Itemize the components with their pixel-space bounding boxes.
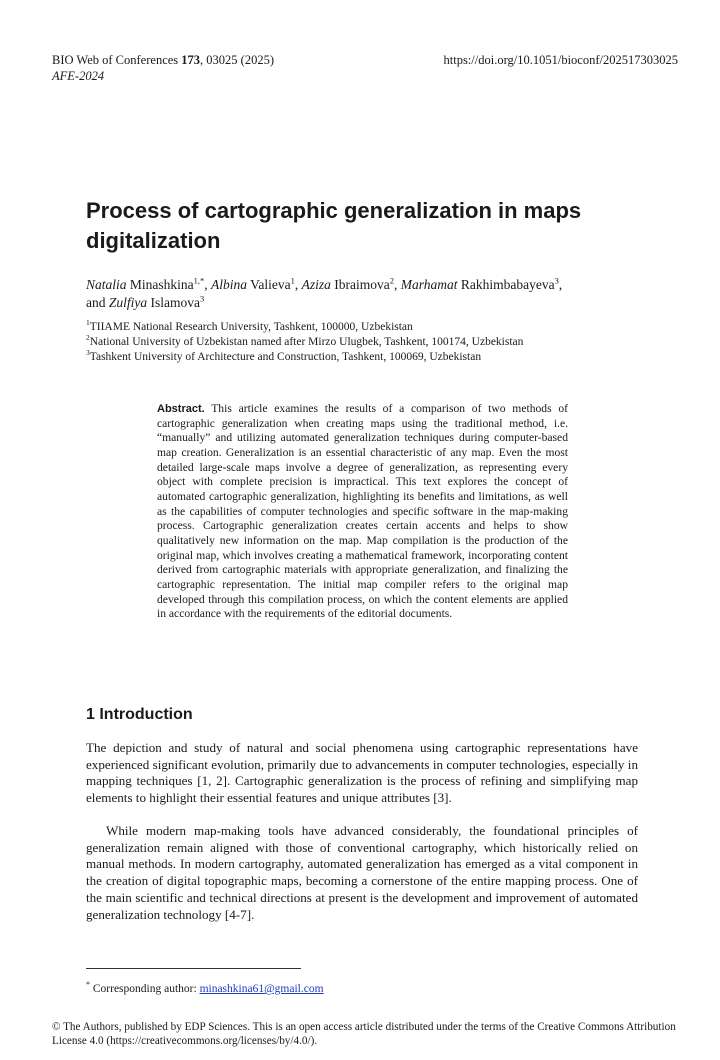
affiliation: $^2$National University of Uzbekistan named after Mirzo Ulugbek, Tashkent, 100174, Uzbekistan xyxy=(86,333,524,348)
author: Marhamat Rakhimbabayeva$^3$, xyxy=(400,275,563,292)
running-header-left xyxy=(52,52,274,84)
conference-name: AFE-2024 xyxy=(52,69,105,83)
author: Natalia Minashkina$^{1,*}$, xyxy=(86,275,212,292)
affiliations xyxy=(86,320,646,365)
footnote-mark: * xyxy=(86,980,90,989)
abstract xyxy=(157,402,568,622)
author: Aziza Ibraimova$^2$, xyxy=(301,275,401,292)
author-list xyxy=(86,276,646,312)
footnote-label: Corresponding author: xyxy=(90,982,200,995)
journal-volume: 173 xyxy=(181,53,201,67)
footnote-divider xyxy=(86,968,301,969)
article-number: , 03025 (2025) xyxy=(200,53,274,67)
journal-citation xyxy=(52,52,274,68)
authors-conjunction: and xyxy=(86,295,109,310)
doi-link[interactable]: https://doi.org/10.1051/bioconf/202517303025 xyxy=(443,53,678,67)
author: Zulfiya Islamova$^3$ xyxy=(108,293,205,310)
intro-paragraph-2: While modern map-making tools have advanced considerably, the foundational principles of generalization remain aligned with those of conventional cartography, which historically relied on manual methods. In modern cartography, automated generalization has emerged as a vital component in the creation of digital topographic maps, becoming a cornerstone of the entire mapping process. One of the main scientific and technical directions at present is the development and improvement of automated generalization technology [4-7]. xyxy=(86,823,638,922)
footnote xyxy=(86,977,324,997)
affiliation: $^1$TIIAME National Research University, Tashkent, 100000, Uzbekistan xyxy=(86,318,413,333)
intro-paragraph-1: The depiction and study of natural and social phenomena using cartographic representations have experienced significant evolution, primarily due to advancements in computer technologies, especially in mapping techniques [1, 2]. Cartographic generalization is the process of refining and simplifying map elements to highlight their essential features and unique attributes [3]. xyxy=(86,740,638,806)
journal-name: BIO Web of Conferences xyxy=(52,53,182,67)
affiliation: $^3$Tashkent University of Architecture and Construction, Tashkent, 100069, Uzbekistan xyxy=(86,348,482,363)
section-heading-introduction: 1 Introduction xyxy=(86,706,193,723)
abstract-label: Abstract. xyxy=(157,403,205,415)
author-email-link[interactable]: minashkina61@gmail.com xyxy=(199,982,324,995)
paper-title: Process of cartographic generalization in maps digitalization xyxy=(86,198,582,253)
abstract-text: This article examines the results of a comparison of two methods of cartographic generalization when creating maps using the traditional method, i.e. “manually” and utilizing automated generalization techniques during computer-based map creation. Generalization is an essential characteristic of any map. Even the most detailed large-scale maps involve a degree of generalization, as representing every object with complete precision is impractical. This text explores the concept of automated cartographic generalization, highlighting its benefits and limitations, as well as the capabilities of computer technologies and specific software in the map-making process. Cartographic generalization creates certain accents and helps to show qualitatively new information on the map. Map compilation is the production of the original map, which involves creating a mathematical framework, incorporating content derived from cartographic materials with appropriate generalization, and finalizing the cartographic representation. The initial map compiler refers to the original map developed through this compilation process, on which the content elements are applied in accordance with the requirements of the editorial documents. xyxy=(157,402,568,621)
author: Albina Valieva$^1$, xyxy=(211,275,302,292)
license-notice: © The Authors, published by EDP Sciences. This is an open access article distributed under the terms of the Creative Commons Attribution License 4.0 (https://creativecommons.org/licenses/by/4.0/). xyxy=(52,1021,676,1047)
